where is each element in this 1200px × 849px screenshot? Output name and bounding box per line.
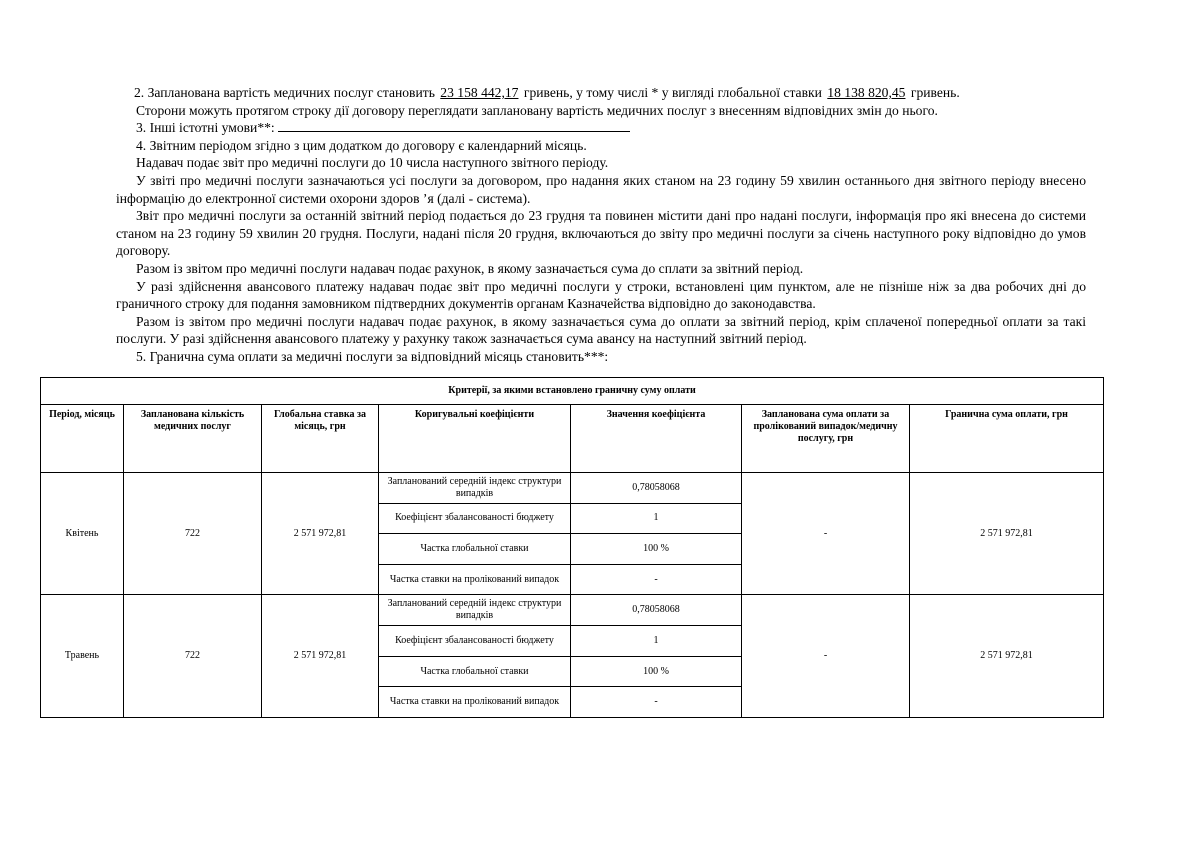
contract-text: [116, 84, 1086, 366]
paragraph-advance: У разі здійснення авансового платежу надавач подає звіт про медичні послуги у строки, встановлені цим пунктом, але не пізніше ніж за два робочих дні до граничного строку для подання замовником підтвердних документів органам Казначейства відповідно до законодавства.: [116, 278, 1086, 312]
text-fragment: 3. Інші істотні умови**:: [136, 120, 279, 136]
paragraph-report-deadline: Надавач подає звіт про медичні послуги до 10 числа наступного звітного періоду.: [136, 155, 609, 171]
cell-coef-value: 100 %: [571, 534, 742, 565]
blank-line: [278, 120, 630, 132]
cell-month: Квітень: [41, 472, 124, 595]
paragraph-planned-cost: [116, 84, 1086, 102]
header-coefficients: Коригувальні коефіцієнти: [379, 404, 571, 472]
cell-coef-name: Запланований середній індекс структури випадків: [379, 595, 571, 626]
table-row: [41, 595, 1104, 626]
header-period: Період, місяць: [41, 404, 124, 472]
cell-month: Травень: [41, 595, 124, 718]
paragraph-limit-sum: 5. Гранична сума оплати за медичні послуги за відповідний місяць становить***:: [136, 348, 609, 364]
cell-coef-value: -: [571, 687, 742, 718]
paragraph-invoice: Разом із звітом про медичні послуги надавач подає рахунок, в якому зазначається сума до сплати за звітний період.: [136, 260, 804, 276]
planned-cost-value: 23 158 442,17: [440, 85, 519, 100]
cell-limit: 2 571 972,81: [910, 595, 1104, 718]
cell-coef-value: -: [571, 564, 742, 595]
paragraph-final-report: Звіт про медичні послуги за останній звітний період подається до 23 грудня та повинен містити дані про надані послуги, інформація про які внесена до системи станом на 23 годину 59 хвилин 20 грудня. Послуги, надані після 20 грудня, включаються до звіту про медичні послуги за січень наступного року відповідно до умов договору.: [116, 208, 1086, 259]
cell-coef-value: 0,78058068: [571, 472, 742, 503]
paragraph-report-content: У звіті про медичні послуги зазначаються усі послуги за договором, про надання яких станом на 23 годину 59 хвилин останнього дня звітного періоду внесено інформацію до електронної системи охорони здоров ’я (далі - система).: [116, 172, 1086, 206]
header-global-rate: Глобальна ставка за місяць, грн: [262, 404, 379, 472]
cell-coef-name: Запланований середній індекс структури випадків: [379, 472, 571, 503]
cell-count: 722: [124, 472, 262, 595]
text-fragment: 2. Запланована вартість медичних послуг становить: [134, 85, 439, 100]
header-planned-count: Запланована кількість медичних послуг: [124, 404, 262, 472]
table-title: Критерії, за якими встановлено граничну суму оплати: [41, 378, 1104, 405]
cell-planned-sum: -: [742, 595, 910, 718]
paragraph-other-terms: [116, 119, 1086, 137]
cell-coef-name: Коефіцієнт збалансованості бюджету: [379, 626, 571, 657]
global-rate-value: 18 138 820,45: [827, 85, 906, 100]
cell-coef-name: Частка ставки на пролікований випадок: [379, 564, 571, 595]
cell-coef-value: 100 %: [571, 656, 742, 687]
cell-planned-sum: -: [742, 472, 910, 595]
cell-rate: 2 571 972,81: [262, 472, 379, 595]
cell-rate: 2 571 972,81: [262, 595, 379, 718]
cell-coef-name: Частка ставки на пролікований випадок: [379, 687, 571, 718]
cell-coef-name: Частка глобальної ставки: [379, 534, 571, 565]
cell-coef-value: 1: [571, 503, 742, 534]
cell-coef-name: Частка глобальної ставки: [379, 656, 571, 687]
cell-limit: 2 571 972,81: [910, 472, 1104, 595]
paragraph-invoice-advance: Разом із звітом про медичні послуги надавач подає рахунок, в якому зазначається сума до оплати за звітний період, крім сплаченої попередньої оплати за такі послуги. У разі здійснення авансового платежу у рахунку також зазначається сума авансу на наступний звітний період.: [116, 313, 1086, 347]
paragraph-reporting-period: 4. Звітним періодом згідно з цим додатком до договору є календарний місяць.: [136, 137, 587, 153]
table-row: [41, 472, 1104, 503]
text-fragment: гривень, у тому числі * у вигляді глобальної ставки: [520, 85, 826, 100]
criteria-table: [40, 377, 1104, 718]
cell-coef-name: Коефіцієнт збалансованості бюджету: [379, 503, 571, 534]
header-coefficient-value: Значення коефіцієнта: [571, 404, 742, 472]
header-limit-sum: Гранична сума оплати, грн: [910, 404, 1104, 472]
cell-count: 722: [124, 595, 262, 718]
text-fragment: гривень.: [907, 85, 960, 100]
header-planned-sum: Запланована сума оплати за пролікований випадок/медичну послугу, грн: [742, 404, 910, 472]
cell-coef-value: 0,78058068: [571, 595, 742, 626]
cell-coef-value: 1: [571, 626, 742, 657]
paragraph-revision: Сторони можуть протягом строку дії договору переглядати заплановану вартість медичних послуг з внесенням відповідних змін до нього.: [136, 102, 938, 118]
